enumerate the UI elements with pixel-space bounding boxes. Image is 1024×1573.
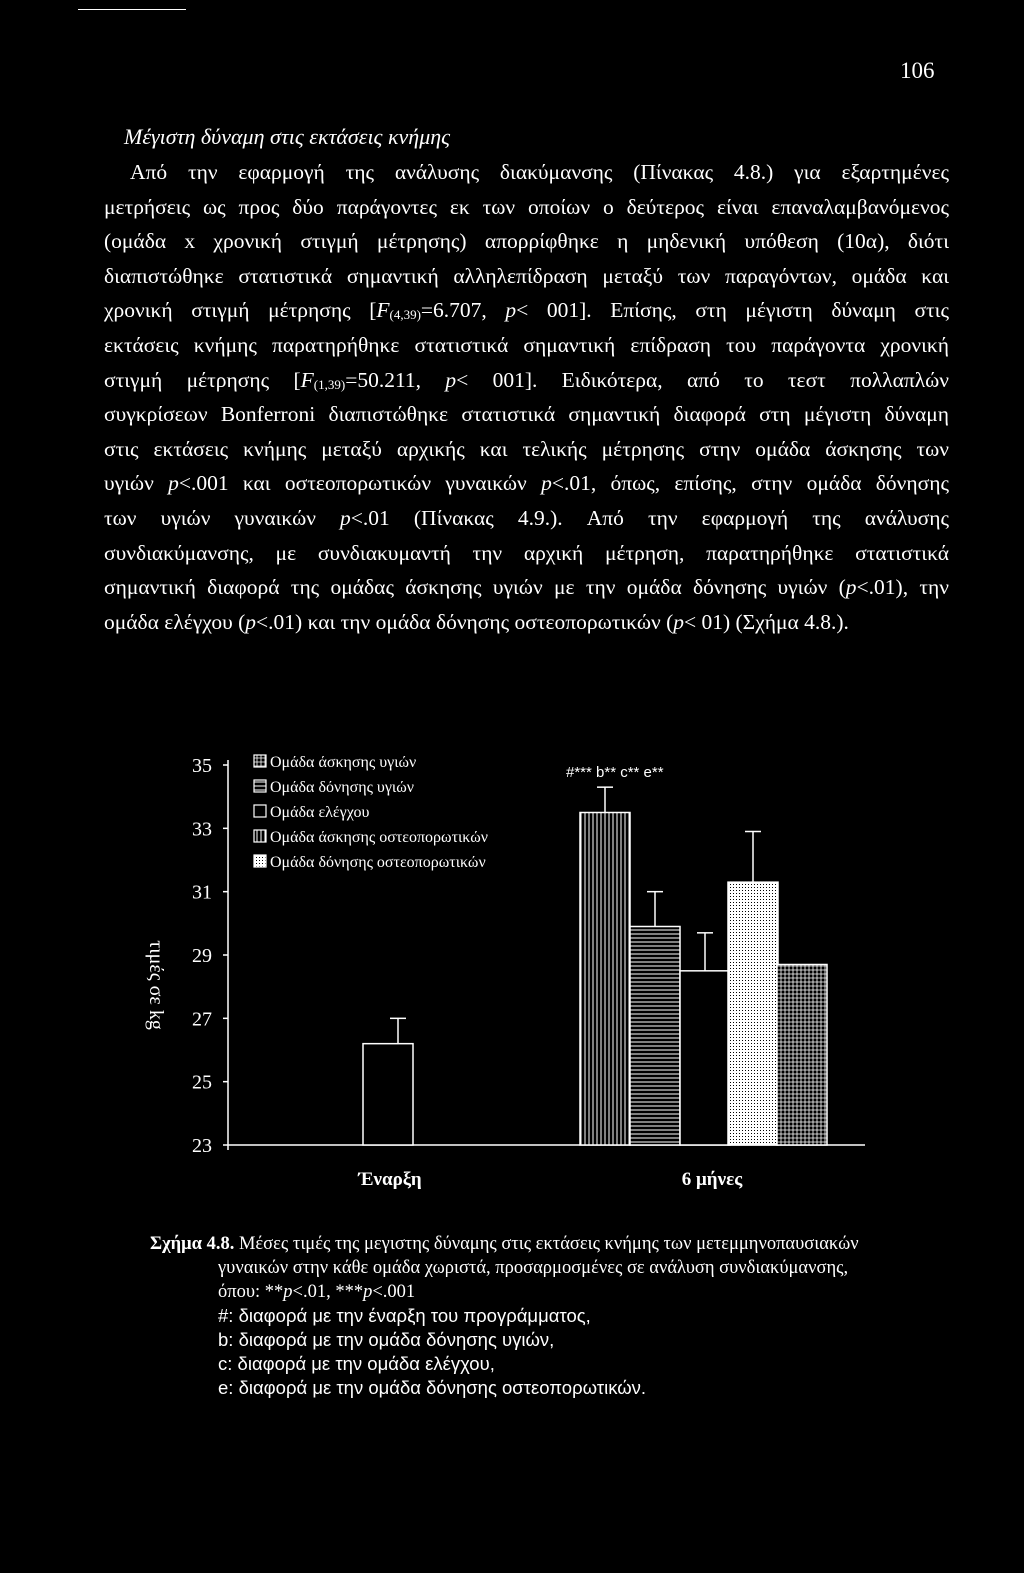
paragraph-line: Από την εφαρμογή της ανάλυσης διακύμανσης (Πίνακας 4.8.) για εξαρτημένες (130, 160, 949, 184)
caption-line: c: διαφορά με την ομάδα ελέγχου, (218, 1353, 495, 1374)
y-tick-label: 27 (192, 1008, 212, 1031)
y-tick-label: 23 (192, 1135, 212, 1157)
paragraph-line: εκτάσεις κνήμης παρατηρήθηκε στατιστικά σημαντική επίδραση του παράγοντα χρονική (104, 332, 949, 357)
section-heading: Μέγιστη δύναμη στις εκτάσεις κνήμης (124, 124, 451, 149)
paragraph-line: ομάδα ελέγχου (p<.01) και την ομάδα δόνησης οστεοπορωτικών (p< 01) (Σχήμα 4.8.). (104, 609, 849, 634)
y-tick-label: 35 (192, 755, 212, 777)
header-rule (78, 9, 186, 10)
paragraph-line: στις εκτάσεις κνήμης μεταξύ αρχικής και τελικής μέτρησης στην ομάδα άσκησης των (104, 436, 949, 461)
x-category-label: Έναρξη (358, 1169, 422, 1190)
legend-label-2: Ομάδα δόνησης υγιών (270, 779, 414, 796)
significance-label: #*** b** c** e** (566, 764, 664, 781)
legend-label-3: Ομάδα ελέγχου (270, 804, 370, 821)
x-category-label: 6 μήνες (681, 1169, 743, 1190)
bar-6-months-5 (777, 965, 827, 1146)
y-tick-label: 29 (192, 945, 212, 967)
legend-label-4: Ομάδα άσκησης οστεοπορωτικών (270, 829, 488, 846)
paragraph-line: των υγιών γυναικών p<.01 (Πίνακας 4.9.). Από την εφαρμογή της ανάλυσης (104, 505, 950, 530)
page-number: 106 (900, 58, 935, 83)
caption-label: Σχήμα 4.8. (150, 1234, 235, 1254)
legend-swatch-1 (254, 755, 266, 767)
caption-line: e: διαφορά με την ομάδα δόνησης οστεοπορωτικών. (218, 1377, 647, 1398)
paragraph-line: υγιών p<.001 και οστεοπορωτικών γυναικών p<.01, όπως, επίσης, στην ομάδα δόνησης (104, 471, 949, 496)
legend-label-5: Ομάδα δόνησης οστεοπορωτικών (270, 854, 486, 871)
caption-line: Σχήμα 4.8. Μέσες τιμές της μεγιστης δύναμης στις εκτάσεις κνήμης των μετεμμηνοπαυσιακών (150, 1234, 859, 1254)
paragraph-line: σημαντική διαφορά της ομάδας άσκησης υγιών με την ομάδα δόνησης υγιών (p<.01), την (104, 575, 949, 600)
bar-baseline (363, 1044, 413, 1145)
caption-line: #: διαφορά με την έναρξη του προγράμματος, (218, 1305, 591, 1326)
paragraph-line: χρονική στιγμή μέτρησης [$F_{(4,39)}=6.707$, p< 001]. Επίσης, στη μέγιστη δύναμη στις (104, 298, 949, 323)
bar-6-months-4 (728, 882, 778, 1145)
legend-label-1: Ομάδα άσκησης υγιών (270, 754, 417, 771)
legend-swatch-4 (254, 830, 266, 842)
caption-line: γυναικών στην κάθε ομάδα χωριστά, προσαρμοσμένες σε ανάλυση συνδιακύμανσης, (218, 1258, 849, 1278)
legend-swatch-2 (254, 780, 266, 792)
y-axis-label: τιμές σε kg (145, 940, 167, 1030)
y-tick-label: 31 (192, 881, 212, 904)
y-tick-label: 25 (192, 1071, 212, 1094)
body-paragraph (104, 155, 949, 639)
caption-line: όπου: **p<.01, ***p<.001 (218, 1282, 416, 1302)
caption-line: b: διαφορά με την ομάδα δόνησης υγιών, (218, 1329, 555, 1350)
legend-swatch-3 (254, 805, 266, 817)
paragraph-line: (ομάδα x χρονική στιγμή μέτρησης) απορρίφθηκε η μηδενική υπόθεση (10α), διότι (104, 229, 949, 254)
paragraph-line: διαπιστώθηκε στατιστικά σημαντική αλληλεπίδραση μεταξύ των παραγόντων, ομάδα και (104, 263, 949, 288)
bar-6-months-2 (630, 927, 680, 1146)
y-tick-label: 33 (192, 818, 212, 841)
bar-chart (0, 745, 1024, 1205)
paragraph-line: συγκρίσεων Bonferroni διαπιστώθηκε στατιστικά σημαντική διαφορά στη μέγιστη δύναμη (104, 402, 949, 427)
paragraph-line: συνδιακύμανσης, με συνδιακυμαντή την αρχική μέτρηση, παρατηρήθηκε στατιστικά (104, 540, 949, 565)
legend-swatch-5 (254, 855, 266, 867)
paragraph-line: μετρήσεις ως προς δύο παράγοντες εκ των οποίων ο δεύτερος είναι επαναλαμβανόμενος (104, 194, 949, 219)
paragraph-line: στιγμή μέτρησης [$F_{(1,39)}=50.211$, p< 001]. Ειδικότερα, από το τεστ πολλαπλών (104, 367, 950, 392)
bar-6-months-1 (580, 813, 630, 1146)
bar-6-months-3 (680, 971, 730, 1145)
figure-caption (150, 1232, 980, 1400)
